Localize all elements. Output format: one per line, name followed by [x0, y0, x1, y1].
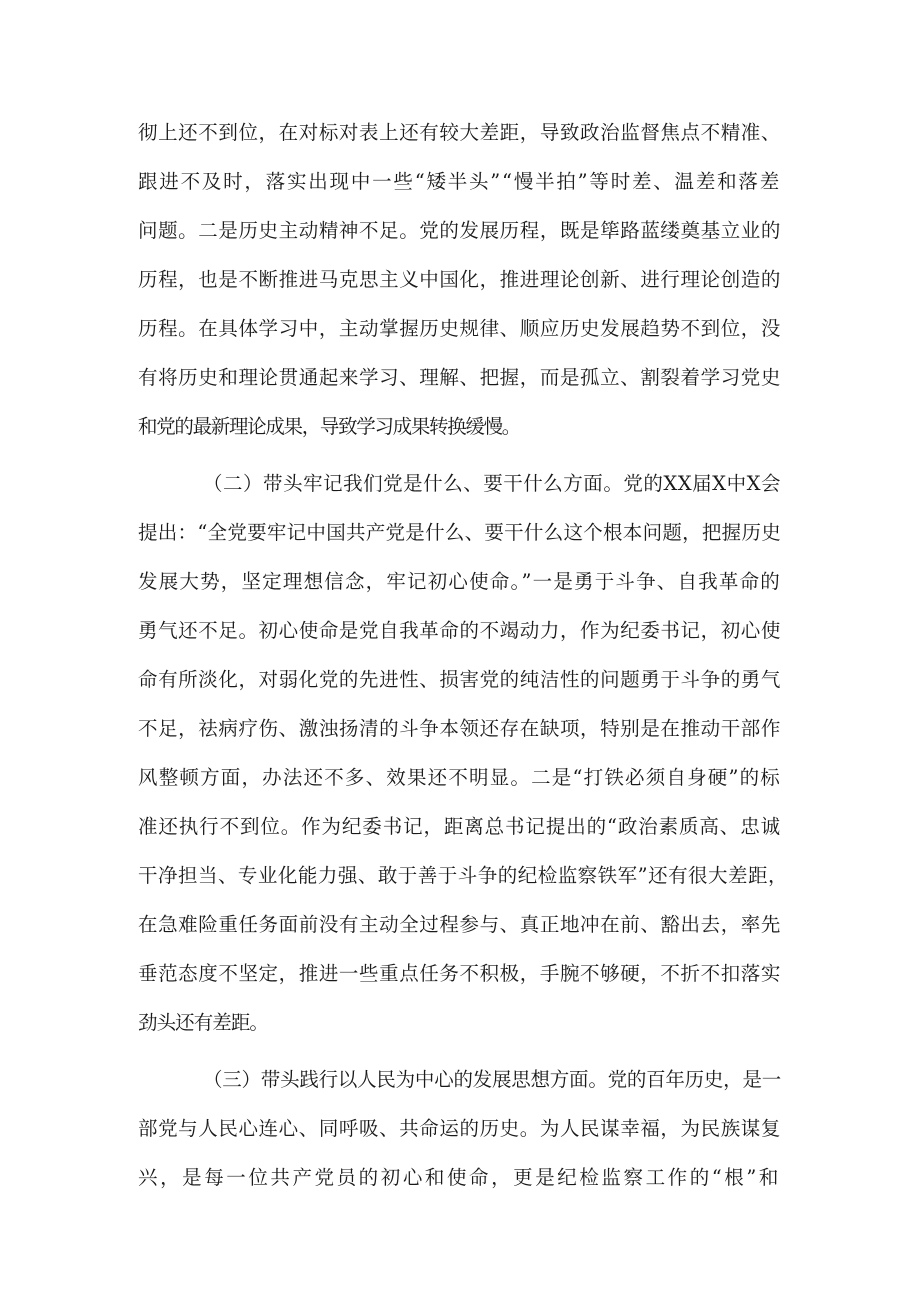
text-line: 准还执行不到位。作为纪委书记，距离总书记提出的“政治素质高、忠诚: [138, 815, 781, 838]
section-heading-2: （二）带头牢记我们党是什么、要干什么方面。党的XX届X中X会: [203, 472, 781, 495]
text-line: 干净担当、专业化能力强、敢于善于斗争的纪检监察铁军”还有很大差距，: [138, 864, 788, 887]
text-line: 不足，祛病疗伤、激浊扬清的斗争本领还存在缺项，特别是在推动干部作: [138, 717, 781, 740]
text-line: 劲头还有差距。: [138, 1011, 268, 1034]
text-line: 发展大势，坚定理想信念，牢记初心使命。”一是勇于斗争、自我革命的: [138, 570, 781, 593]
text-line: 勇气还不足。初心使命是党自我革命的不竭动力，作为纪委书记，初心使: [138, 619, 781, 642]
section-heading-3: （三）带头践行以人民为中心的发展思想方面。党的百年历史，是一: [203, 1068, 781, 1091]
text-line: 风整顿方面，办法还不多、效果还不明显。二是“打铁必须自身硬”的标: [138, 766, 781, 789]
text-line: 有将历史和理论贯通起来学习、理解、把握，而是孤立、割裂着学习党史: [138, 366, 781, 389]
text-line: 彻上还不到位，在对标对表上还有较大差距，导致政治监督焦点不精准、: [138, 121, 781, 144]
text-line: 历程。在具体学习中，主动掌握历史规律、顺应历史发展趋势不到位，没: [138, 317, 781, 340]
text-line: 历程，也是不断推进马克思主义中国化，推进理论创新、进行理论创造的: [138, 268, 781, 291]
text-line: 提出：“全党要牢记中国共产党是什么、要干什么这个根本问题，把握历史: [138, 521, 781, 544]
text-line: 和党的最新理论成果，导致学习成果转换缓慢。: [138, 415, 520, 438]
text-line: 在急难险重任务面前没有主动全过程参与、真正地冲在前、豁出去，率先: [138, 913, 781, 936]
text-line: 兴，是每一位共产党员的初心和使命，更是纪检监察工作的“根”和: [138, 1166, 781, 1189]
text-line: 命有所淡化，对弱化党的先进性、损害党的纯洁性的问题勇于斗争的勇气: [138, 668, 781, 691]
text-line: 跟进不及时，落实出现中一些“矮半头”“慢半拍”等时差、温差和落差: [138, 170, 781, 193]
text-line: 部党与人民心连心、同呼吸、共命运的历史。为人民谋幸福，为民族谋复: [138, 1117, 781, 1140]
text-line: 问题。二是历史主动精神不足。党的发展历程，既是筚路蓝缕奠基立业的: [138, 219, 781, 242]
text-line: 垂范态度不坚定，推进一些重点任务不积极，手腕不够硬，不折不扣落实: [138, 962, 781, 985]
